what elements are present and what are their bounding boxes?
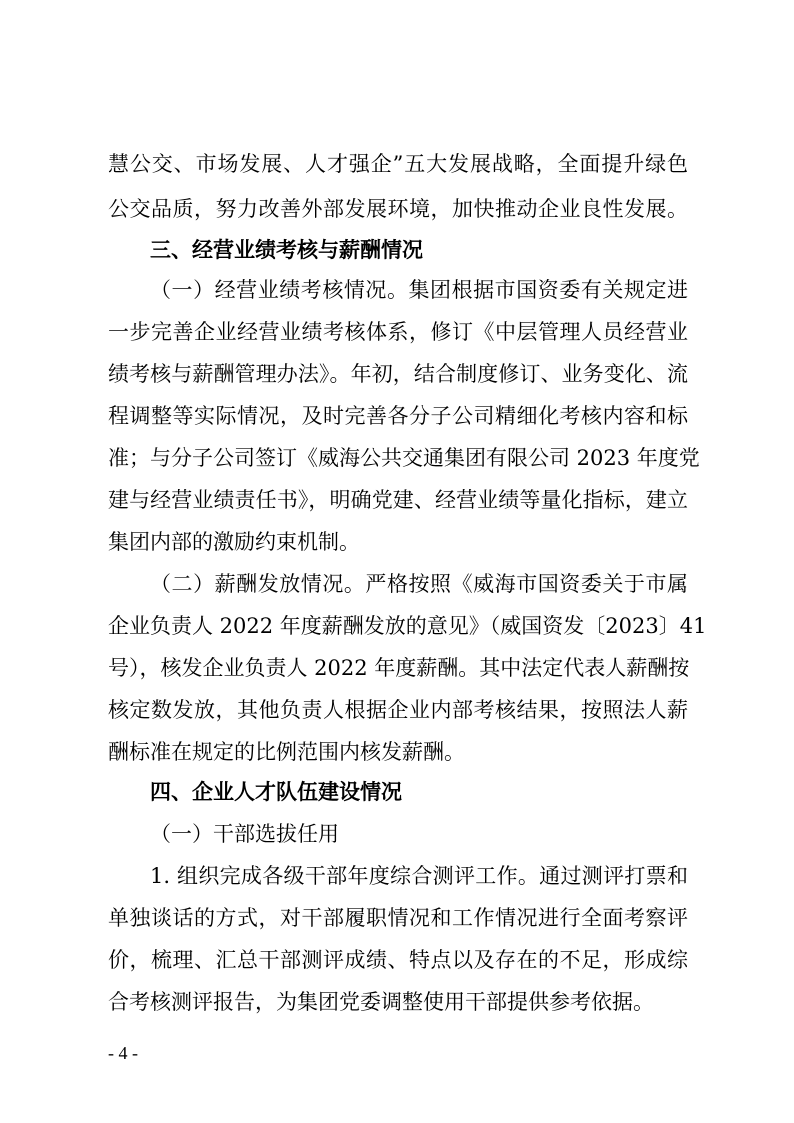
text-line: 酬标准在规定的比例范围内核发薪酬。 — [108, 740, 465, 764]
text-line: 企业负责人 2022 年度薪酬发放的意见》（威国资发〔2023〕41 — [108, 614, 707, 638]
text-line: 公交品质，努力改善外部发展环境，加快推动企业良性发展。 — [108, 197, 688, 221]
text-line: 单独谈话的方式，对干部履职情况和工作情况进行全面考察评 — [108, 906, 688, 930]
text-line: （一）经营业绩考核情况。集团根据市国资委有关规定进 — [150, 278, 688, 302]
text-line: 价，梳理、汇总干部测评成绩、特点以及存在的不足，形成综 — [108, 948, 688, 972]
text-line: 程调整等实际情况，及时完善各分子公司精细化考核内容和标 — [108, 404, 688, 428]
text-line: 核定数发放，其他负责人根据企业内部考核结果，按照法人薪 — [108, 698, 688, 722]
subsection-heading: （一）干部选拔任用 — [150, 822, 339, 846]
text-line: 集团内部的激励约束机制。 — [108, 530, 360, 554]
text-line: 准；与分子公司签订《威海公共交通集团有限公司 2023 年度党 — [108, 446, 700, 470]
text-line: （二）薪酬发放情况。严格按照《威海市国资委关于市属 — [150, 572, 688, 596]
text-line: 1. 组织完成各级干部年度综合测评工作。通过测评打票和 — [150, 864, 688, 888]
text-line: 合考核测评报告，为集团党委调整使用干部提供参考依据。 — [108, 990, 654, 1014]
text-line: 慧公交、市场发展、人才强企”五大发展战略，全面提升绿色 — [108, 152, 688, 176]
page-number: - 4 - — [108, 1043, 138, 1063]
section-heading: 四、企业人才队伍建设情况 — [150, 780, 402, 804]
text-line: 建与经营业绩责任书》，明确党建、经营业绩等量化指标，建立 — [108, 488, 688, 512]
text-line: 一步完善企业经营业绩考核体系，修订《中层管理人员经营业 — [108, 320, 688, 344]
text-line: 绩考核与薪酬管理办法》。年初，结合制度修订、业务变化、流 — [108, 362, 688, 386]
text-line: 号），核发企业负责人 2022 年度薪酬。其中法定代表人薪酬按 — [108, 656, 690, 680]
section-heading: 三、经营业绩考核与薪酬情况 — [150, 238, 423, 262]
